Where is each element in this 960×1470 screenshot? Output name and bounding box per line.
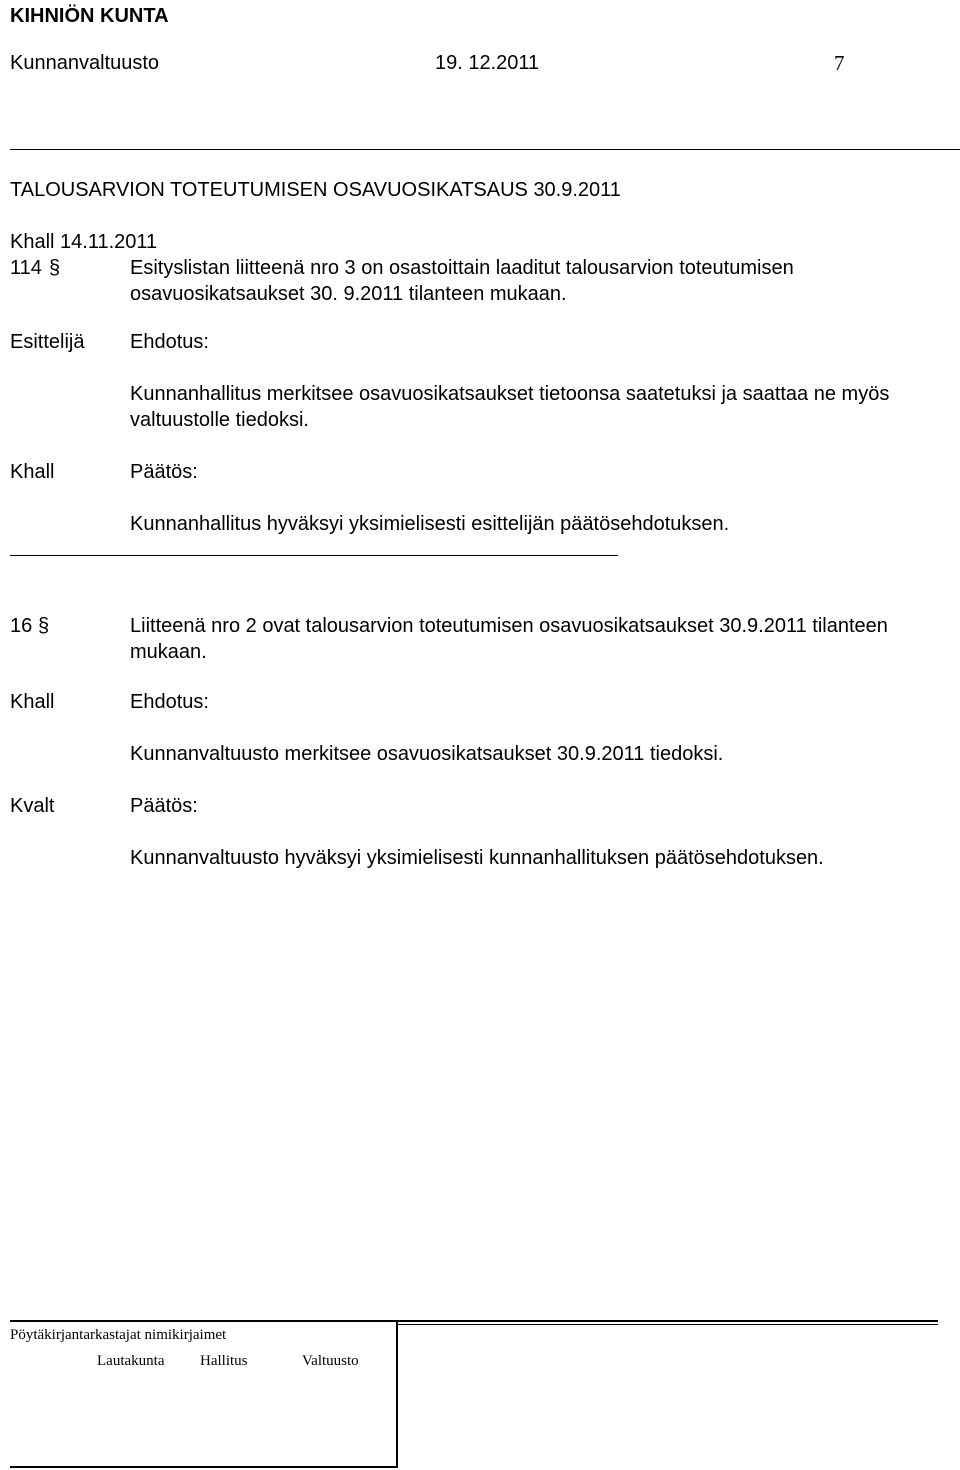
- signature-column-valtuusto: Valtuusto: [302, 1353, 359, 1369]
- kvalt-decision-label: Päätös:: [130, 795, 198, 817]
- kvalt-decision-text: Kunnanvaltuusto hyväksyi yksimielisesti kunnanhallituksen päätösehdotuksen.: [130, 847, 824, 869]
- section-sign-icon: §: [38, 615, 50, 637]
- signature-column-lautakunta: Lautakunta: [97, 1353, 165, 1369]
- decision-label: Päätös:: [130, 461, 198, 483]
- presenter-label: Esittelijä: [10, 331, 85, 353]
- signature-box-title: Pöytäkirjantarkastajat nimikirjaimet: [10, 1327, 227, 1343]
- section-divider: [10, 555, 618, 556]
- meeting-date: 19. 12.2011: [435, 52, 540, 74]
- decision-text: Kunnanhallitus hyväksyi yksimielisesti esittelijän päätösehdotuksen.: [130, 513, 730, 535]
- document-title: TALOUSARVION TOTEUTUMISEN OSAVUOSIKATSAUS 30.9.2011: [10, 179, 621, 201]
- kvalt-decider-label: Kvalt: [10, 795, 55, 817]
- signature-box-bottom-rule: [10, 1466, 398, 1468]
- section-intro: Esityslistan liitteenä nro 3 on osastoittain laaditut talousarvion toteutumisen osavuosikatsaukset 30. 9.2011 tilanteen mukaan.: [130, 257, 794, 305]
- kvalt-proposal-label: Ehdotus:: [130, 691, 209, 713]
- organization-name: KIHNIÖN KUNTA: [10, 5, 169, 27]
- decider-label: Khall: [10, 461, 55, 483]
- signature-box-divider: [396, 1322, 398, 1467]
- kvalt-proposal-text: Kunnanvaltuusto merkitsee osavuosikatsaukset 30.9.2011 tiedoksi.: [130, 743, 724, 765]
- header-divider: [10, 149, 960, 150]
- signature-box-right-top-rule: [398, 1324, 938, 1325]
- meeting-body: Kunnanvaltuusto: [10, 52, 160, 74]
- page-number: 7: [834, 51, 845, 75]
- khall-meeting-date: Khall 14.11.2011: [10, 231, 158, 253]
- kvalt-section-intro: Liitteenä nro 2 ovat talousarvion toteutumisen osavuosikatsaukset 30.9.2011 tilanteen mukaan.: [130, 615, 888, 663]
- signature-box-top-rule: [10, 1320, 938, 1322]
- section-sign-icon: §: [49, 257, 61, 279]
- section-number: 114: [10, 257, 42, 279]
- signature-column-hallitus: Hallitus: [200, 1353, 248, 1369]
- kvalt-proposer-label: Khall: [10, 691, 55, 713]
- proposal-text: Kunnanhallitus merkitsee osavuosikatsaukset tietoonsa saatetuksi ja saattaa ne myös valtuustolle tiedoksi.: [130, 383, 890, 431]
- kvalt-section-number: 16: [10, 615, 33, 637]
- proposal-label: Ehdotus:: [130, 331, 209, 353]
